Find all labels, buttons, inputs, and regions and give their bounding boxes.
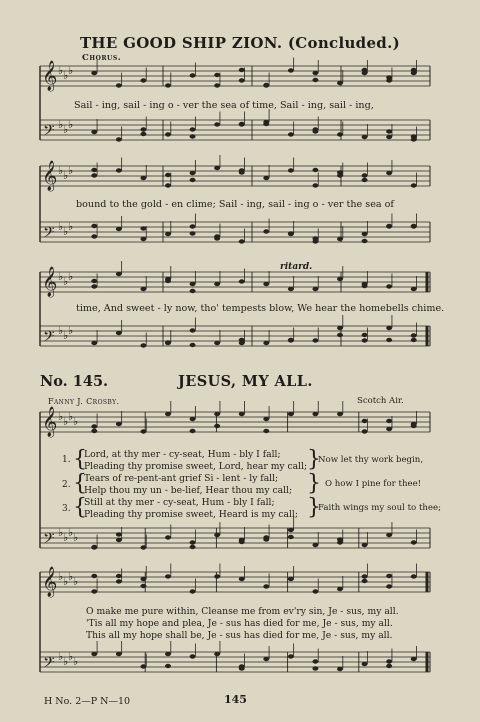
hymn2-author: Fanny J. Crosby. bbox=[48, 397, 120, 406]
verse-3-line-1: Still at thy mer - cy-seat, Hum - bly I fall; bbox=[84, 497, 275, 508]
svg-text:♭: ♭ bbox=[58, 650, 64, 663]
final-line-1: O make me pure within, Cleanse me from ev'ry sin, Je - sus, my all. bbox=[86, 606, 399, 617]
hymn2-title: JESUS, MY ALL. bbox=[178, 373, 313, 390]
svg-text:𝄞: 𝄞 bbox=[42, 161, 58, 191]
verse-2-line-2: Help thou my un - be-lief, Hear thou my call; bbox=[84, 485, 293, 496]
svg-text:♭: ♭ bbox=[58, 570, 64, 583]
svg-text:♭: ♭ bbox=[63, 575, 69, 588]
ritard-mark: ritard. bbox=[280, 262, 313, 272]
svg-text:♭: ♭ bbox=[63, 123, 69, 136]
hymn2-tune: Scotch Air. bbox=[357, 396, 404, 406]
svg-text:𝄢: 𝄢 bbox=[43, 224, 55, 245]
svg-text:♭: ♭ bbox=[58, 64, 64, 77]
refrain-1: Now let thy work begin, bbox=[318, 455, 424, 465]
svg-text:𝄞: 𝄞 bbox=[42, 567, 58, 597]
verse-number: 1. bbox=[62, 455, 71, 465]
final-line-2: 'Tis all my hope and plea, Je - sus has died for me, Je - sus, my all. bbox=[86, 618, 393, 629]
svg-text:♭: ♭ bbox=[58, 220, 64, 233]
verse-2-line-1: Tears of re-pent-ant grief Si - lent - ly fall; bbox=[84, 473, 279, 484]
svg-text:♭: ♭ bbox=[73, 575, 79, 588]
svg-text:♭: ♭ bbox=[73, 415, 79, 428]
svg-text:𝄞: 𝄞 bbox=[42, 267, 58, 297]
svg-text:♭: ♭ bbox=[58, 410, 64, 423]
svg-text:𝄞: 𝄞 bbox=[42, 407, 58, 437]
verse-brace: { bbox=[73, 447, 87, 472]
svg-text:𝄢: 𝄢 bbox=[43, 530, 55, 551]
svg-text:♭: ♭ bbox=[63, 169, 69, 182]
chorus-label: Chorus. bbox=[82, 53, 122, 63]
verse-brace-close: } bbox=[307, 447, 321, 472]
hymn1-title: THE GOOD SHIP ZION. (Concluded.) bbox=[79, 34, 401, 52]
svg-text:♭: ♭ bbox=[63, 225, 69, 238]
hymn2-number: No. 145. bbox=[40, 373, 109, 390]
svg-text:𝄢: 𝄢 bbox=[43, 328, 55, 349]
refrain-2: O how I pine for thee! bbox=[325, 479, 422, 489]
page-number: 145 bbox=[224, 693, 247, 706]
svg-text:♭: ♭ bbox=[58, 324, 64, 337]
hymn1-lyric-line-3: time, And sweet - ly now, tho' tempests blow, We hear the homebells chime. bbox=[76, 303, 445, 314]
hymn1-lyric-line-1: Sail - ing, sail - ing o - ver the sea of time, Sail - ing, sail - ing, bbox=[74, 100, 374, 111]
svg-text:♭: ♭ bbox=[63, 415, 69, 428]
svg-text:♭: ♭ bbox=[63, 275, 69, 288]
svg-text:♭: ♭ bbox=[68, 410, 74, 423]
svg-text:♭: ♭ bbox=[58, 118, 64, 131]
verse-1-line-2: Pleading thy promise sweet, Lord, hear my call; bbox=[84, 461, 308, 472]
svg-text:𝄞: 𝄞 bbox=[42, 61, 58, 91]
svg-text:♭: ♭ bbox=[58, 270, 64, 283]
refrain-3: Faith wings my soul to thee; bbox=[318, 503, 442, 513]
footer-code: H No. 2—P N—10 bbox=[44, 696, 131, 707]
svg-text:♭: ♭ bbox=[73, 531, 79, 544]
svg-text:♭: ♭ bbox=[68, 570, 74, 583]
svg-text:♭: ♭ bbox=[68, 64, 74, 77]
verse-brace: { bbox=[73, 471, 87, 496]
svg-text:♭: ♭ bbox=[68, 164, 74, 177]
final-line-3: This all my hope shall be, Je - sus has died for me, Je - sus, my all. bbox=[86, 630, 393, 641]
svg-text:♭: ♭ bbox=[68, 324, 74, 337]
svg-text:♭: ♭ bbox=[63, 329, 69, 342]
svg-text:♭: ♭ bbox=[68, 118, 74, 131]
hymn1-lyric-line-2: bound to the gold - en clime; Sail - ing, sail - ing o - ver the sea of bbox=[76, 199, 394, 210]
svg-text:♭: ♭ bbox=[68, 220, 74, 233]
verse-number: 2. bbox=[62, 480, 71, 490]
verse-3-line-2: Pleading thy promise sweet, Heard is my call; bbox=[84, 509, 298, 520]
svg-text:♭: ♭ bbox=[58, 526, 64, 539]
svg-text:♭: ♭ bbox=[63, 655, 69, 668]
verse-number: 3. bbox=[62, 504, 71, 514]
svg-text:♭: ♭ bbox=[73, 655, 79, 668]
svg-text:♭: ♭ bbox=[68, 650, 74, 663]
verse-brace-close: } bbox=[307, 495, 321, 520]
verse-1-line-1: Lord, at thy mer - cy-seat, Hum - bly I fall; bbox=[84, 449, 281, 460]
verse-brace-close: } bbox=[307, 471, 321, 496]
svg-text:♭: ♭ bbox=[63, 69, 69, 82]
svg-text:♭: ♭ bbox=[68, 270, 74, 283]
svg-text:♭: ♭ bbox=[63, 531, 69, 544]
svg-text:♭: ♭ bbox=[58, 164, 64, 177]
svg-text:𝄢: 𝄢 bbox=[43, 654, 55, 675]
verse-brace: { bbox=[73, 495, 87, 520]
svg-text:𝄢: 𝄢 bbox=[43, 122, 55, 143]
svg-text:♭: ♭ bbox=[68, 526, 74, 539]
